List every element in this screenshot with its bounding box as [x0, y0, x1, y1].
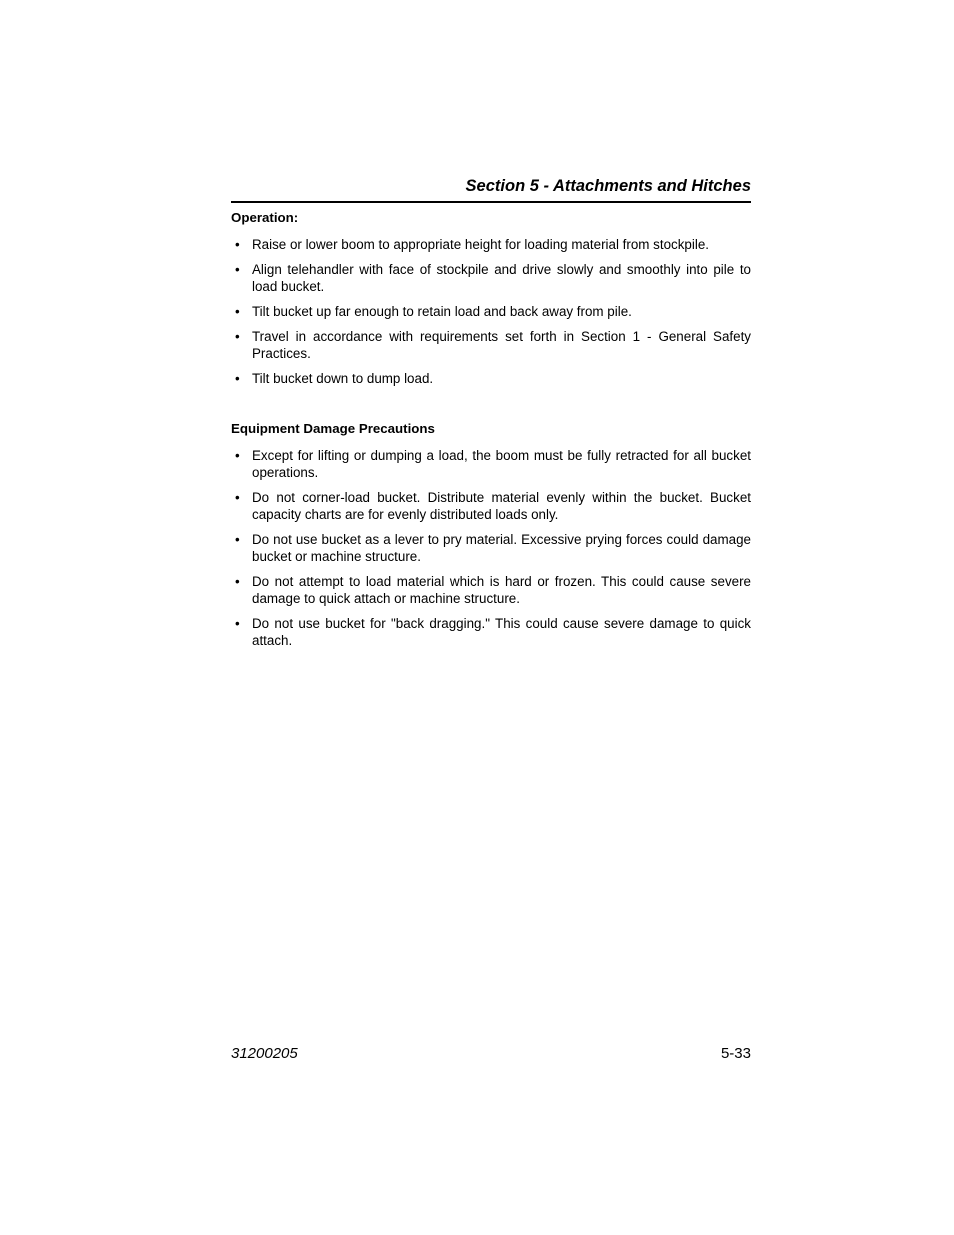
list-item: • Travel in accordance with requirements set forth in Section 1 - General Safety Practices. [231, 328, 751, 362]
list-item: • Do not corner-load bucket. Distribute material evenly within the bucket. Bucket capacity charts are for evenly distributed loads only. [231, 489, 751, 523]
operation-heading: Operation: [231, 210, 299, 225]
list-item: • Raise or lower boom to appropriate height for loading material from stockpile. [231, 236, 751, 253]
list-item: • Do not use bucket as a lever to pry material. Excessive prying forces could damage bucket or machine structure. [231, 531, 751, 565]
list-item: • Do not use bucket for "back dragging." This could cause severe damage to quick attach. [231, 615, 751, 649]
list-item: • Align telehandler with face of stockpile and drive slowly and smoothly into pile to load bucket. [231, 261, 751, 295]
list-item: • Do not attempt to load material which is hard or frozen. This could cause severe damage to quick attach or machine structure. [231, 573, 751, 607]
page-number: 5-33 [720, 1045, 751, 1062]
list-item: • Tilt bucket up far enough to retain load and back away from pile. [231, 303, 751, 320]
precautions-list [231, 447, 751, 649]
section-header: Section 5 - Attachments and Hitches [231, 175, 751, 203]
page-content [231, 175, 751, 657]
operation-list [231, 236, 751, 387]
list-item: • Except for lifting or dumping a load, the boom must be fully retracted for all bucket operations. [231, 447, 751, 481]
list-item: • Tilt bucket down to dump load. [231, 370, 751, 387]
precautions-heading: Equipment Damage Precautions [231, 421, 435, 436]
document-number: 31200205 [231, 1045, 298, 1062]
